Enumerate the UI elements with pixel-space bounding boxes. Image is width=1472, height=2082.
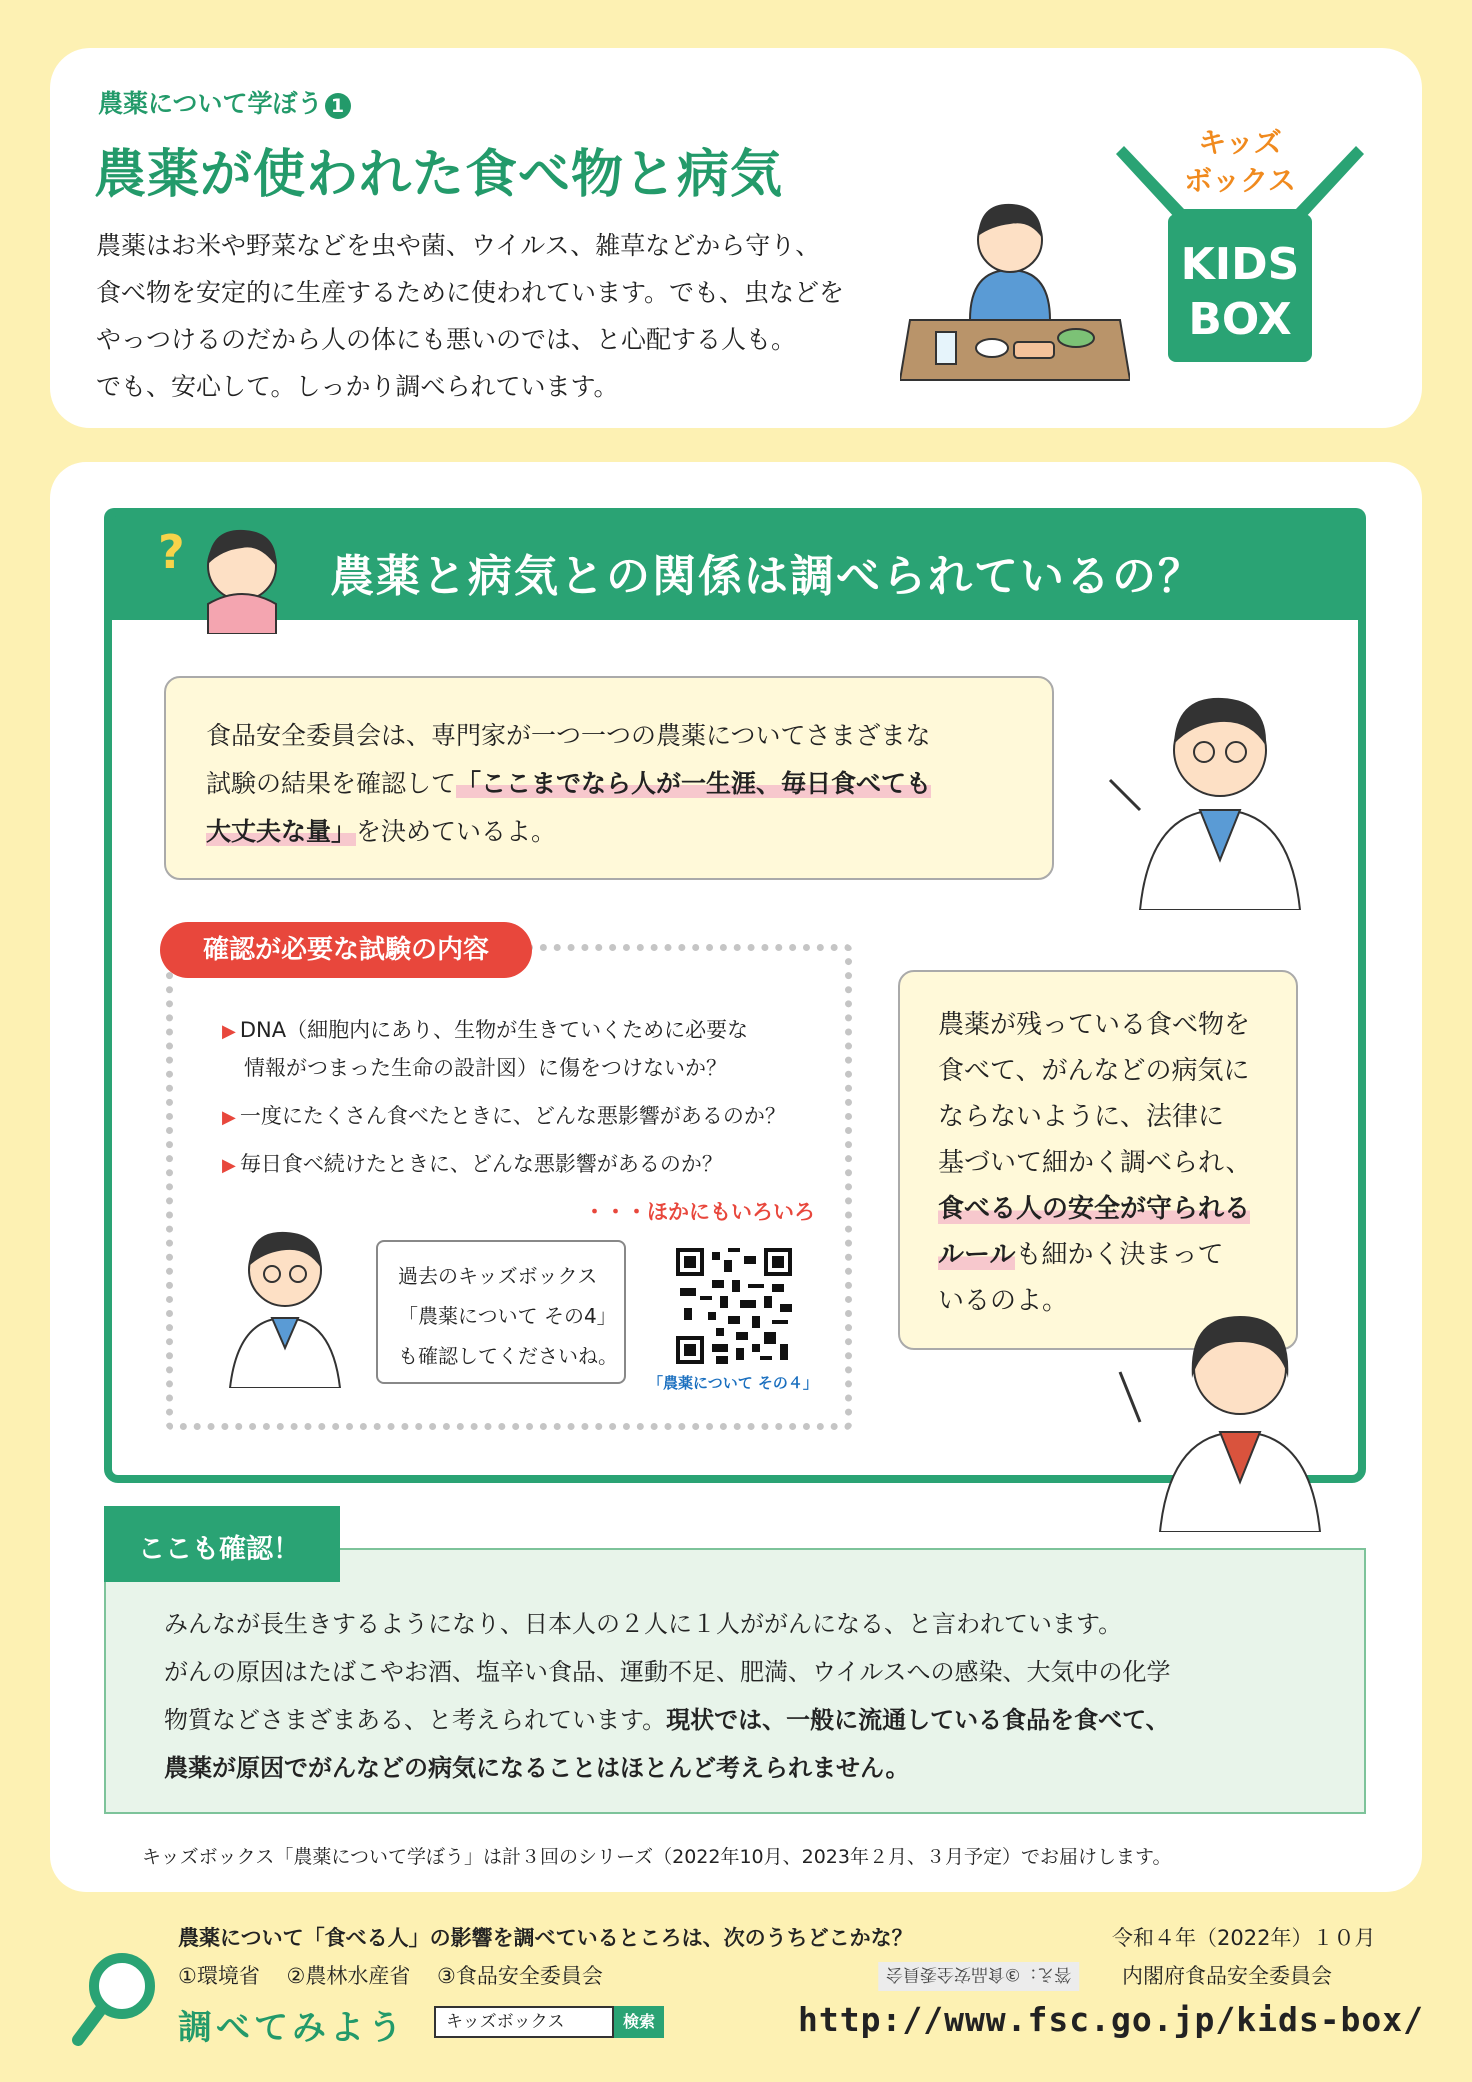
search-input[interactable]: キッズボックス [434, 2006, 614, 2038]
triangle-bullet-icon: ▶ [222, 1155, 236, 1176]
svg-text:?: ? [158, 525, 185, 579]
search-label: 調べてみよう [178, 2008, 406, 2048]
question-title: 農薬と病気との関係は調べられているの？ [330, 551, 1204, 602]
test-item-chronic: ▶ 毎日食べ続けたときに、どんな悪影響があるのか？ [222, 1152, 723, 1176]
page-title: 農薬が使われた食べ物と病気 [94, 145, 784, 205]
bubble-law-text: 農薬が残っている食べ物を 食べて、がんなどの病気に ならないように、法律に 基づいて細かく調べられ、 食べる人の安全が守られる ルールも細かく決まって いるのよ。 [938, 1010, 1252, 1316]
others-note: ・・・ほかにもいろいろ [584, 1200, 815, 1224]
intro-text: 農薬はお米や野菜などを虫や菌、ウイルス、雑草などから守り、 食べ物を安定的に生産するために使われています。でも、虫などを やっつけるのだから人の体にも悪いのでは、と心配する人も。 でも、安心して。しっかり調べられています。 [96, 231, 845, 401]
bubble-committee-text: 食品安全委員会は、専門家が一つ一つの農薬についてさまざまな 試験の結果を確認して「ここまでなら人が一生涯、毎日食べても 大丈夫な量」を決めているよ。 [206, 721, 932, 846]
svg-text:BOX: BOX [1188, 294, 1292, 345]
triangle-bullet-icon: ▶ [222, 1107, 236, 1128]
search-button[interactable]: 検索 [614, 2006, 664, 2038]
qr-caption[interactable]: 「農薬について その４」 [648, 1374, 818, 1392]
test-item-dna-cont: 情報がつまった生命の設計図）に傷をつけないか？ [244, 1056, 727, 1080]
svg-text:ボックス: ボックス [1184, 164, 1296, 197]
male-scientist-pointing-illustration [1100, 660, 1330, 910]
bubble-past-issue-text: 過去のキッズボックス 「農薬について その4」 も確認してくださいね。 [398, 1264, 618, 1368]
tests-label: 確認が必要な試験の内容 [160, 922, 532, 978]
triangle-bullet-icon: ▶ [222, 1021, 236, 1042]
series-label: 農薬について学ぼう 1 [98, 84, 351, 120]
magnifier-icon [70, 1950, 160, 2050]
svg-text:KIDS: KIDS [1180, 239, 1300, 290]
male-scientist-waving-illustration [210, 1208, 360, 1388]
issue-date: 令和４年（2022年）１０月 [1112, 1926, 1376, 1950]
series-number-badge: 1 [325, 93, 351, 119]
quiz-option-1: ①環境省 [178, 1964, 260, 1988]
qr-code[interactable] [676, 1248, 792, 1364]
test-item-dna: ▶ DNA（細胞内にあり、生物が生きていくために必要な [222, 1018, 749, 1042]
here-too-label: ここも確認！ [104, 1506, 340, 1582]
kids-box-logo [1116, 124, 1364, 369]
quiz-options [178, 1960, 623, 1990]
female-scientist-illustration [1110, 1282, 1350, 1532]
quiz-question: 農薬について「食べる人」の影響を調べているところは、次のうちどこかな？ [178, 1926, 913, 1950]
quiz-answer-upside-down: 答え：③食品安全委員会 [878, 1962, 1079, 1991]
quiz-option-2: ②農林水産省 [286, 1964, 411, 1988]
svg-text:キッズ: キッズ [1198, 126, 1282, 159]
series-note: キッズボックス「農薬について学ぼう」は計３回のシリーズ（2022年10月、2023年２月、３月予定）でお届けします。 [142, 1846, 1172, 1868]
boy-eating-illustration [900, 180, 1130, 390]
website-url[interactable]: http://www.fsc.go.jp/kids-box/ [798, 2000, 1425, 2039]
thinking-girl-icon [150, 514, 300, 634]
test-item-acute: ▶ 一度にたくさん食べたときに、どんな悪影響があるのか？ [222, 1104, 786, 1128]
publisher: 内閣府食品安全委員会 [1122, 1964, 1332, 1988]
quiz-option-3: ③食品安全委員会 [437, 1964, 603, 1988]
here-too-text: みんなが長生きするようになり、日本人の２人に１人ががんになる、と言われています。 がんの原因はたばこやお酒、塩辛い食品、運動不足、肥満、ウイルスへの感染、大気中の化学 物質などさまざまある、と考えられています。現状では、一般に流通している食品を食べて、 農薬が原因でがんなどの病気になることはほとんど考えられません。 [164, 1610, 1171, 1782]
